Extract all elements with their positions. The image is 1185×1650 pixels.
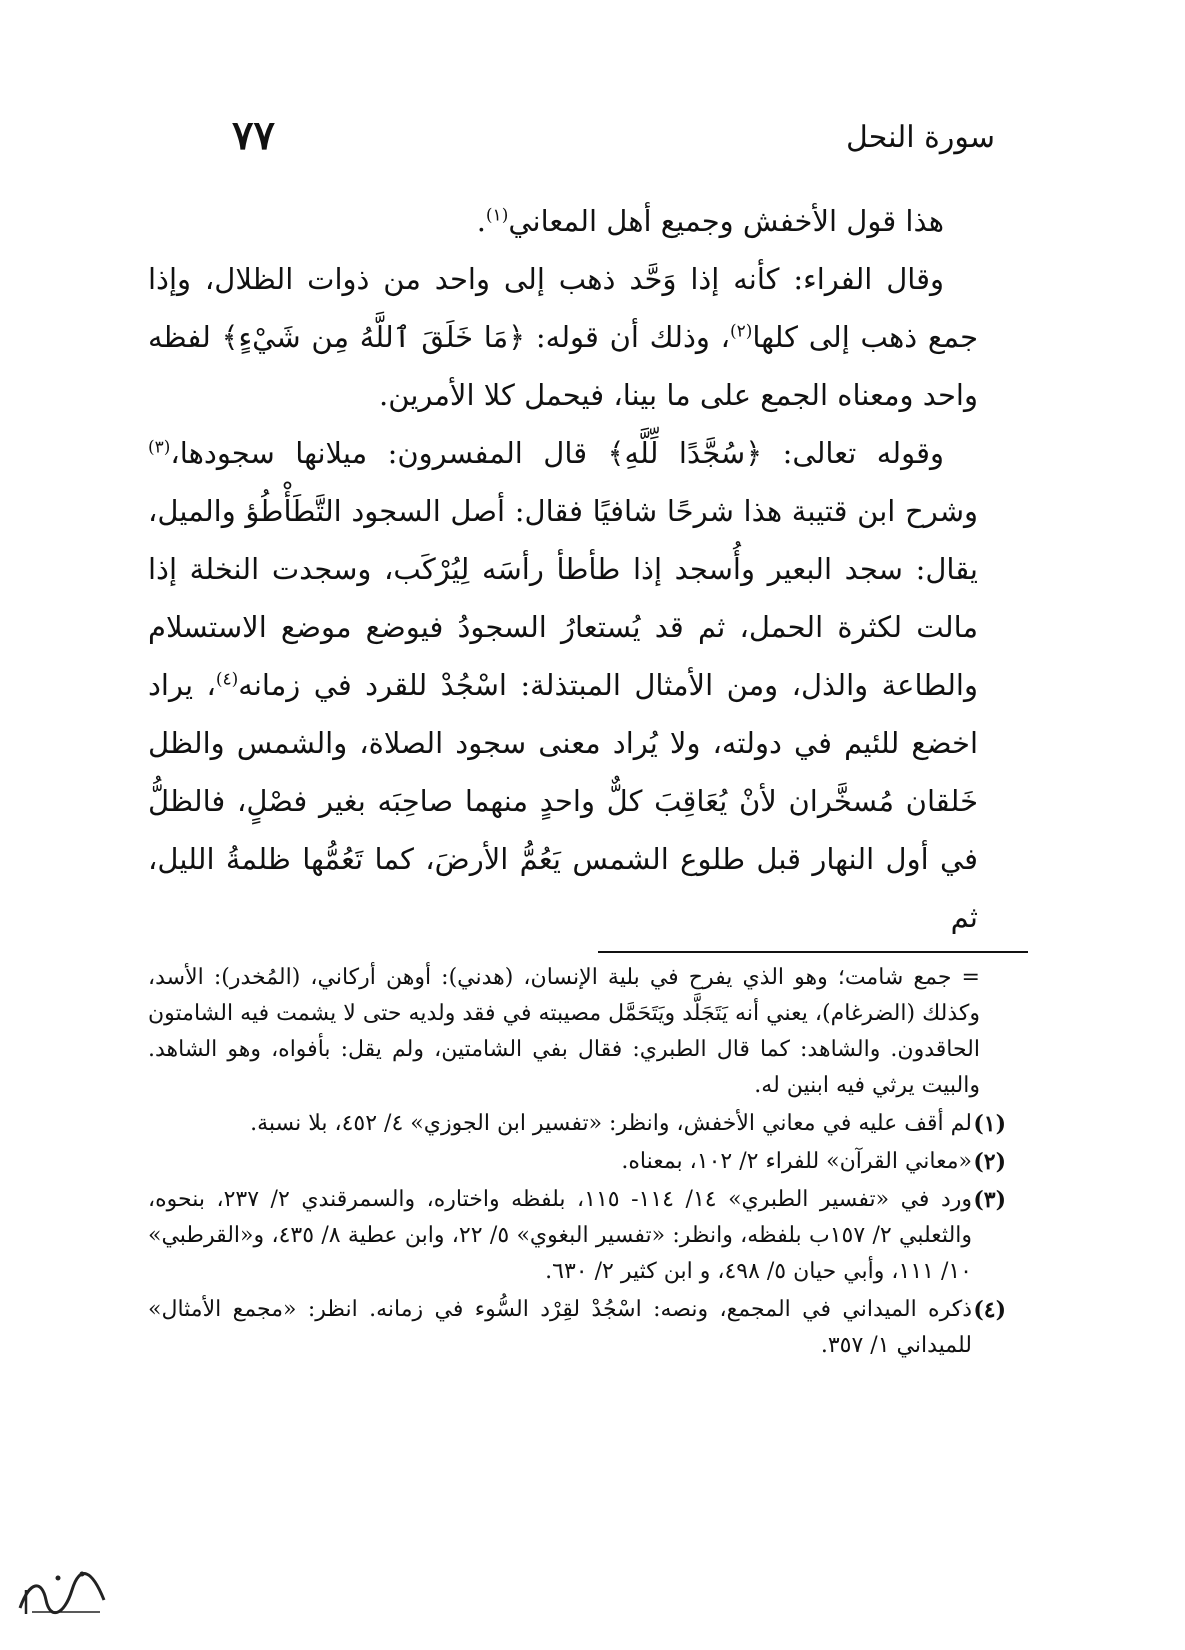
footnote-divider	[598, 951, 1028, 953]
footnote-number: (٤)	[973, 1297, 1006, 1323]
paragraph-2-text: وقال الفراء: كأنه إذا وَحَّد ذهب إلى واحد من ذوات الظلال، وإذا جمع ذهب إلى كلها	[148, 262, 979, 354]
paragraph-2	[148, 250, 978, 424]
paragraph-3-rest: وشرح ابن قتيبة هذا شرحًا شافيًا فقال: أصل السجود التَّطَأْطُؤ والميل، يقال: سجد البعير وأُسجد إذا طأطأ رأسَه لِيُرْكَب، وسجدت النخلة إذا مالت لكثرة الحمل، ثم قد يُستعارُ السجودُ فيوضع موضع الاستسلام والطاعة والذل، ومن الأمثال المبتذلة: اسْجُدْ للقرد في زمانه	[148, 494, 978, 702]
page-header	[0, 112, 1185, 172]
footnote-text: لم أقف عليه في معاني الأخفش، وانظر: «تفسير ابن الجوزي» ٤/ ٤٥٢، بلا نسبة.	[250, 1111, 972, 1136]
footnote-text: ذكره الميداني في المجمع، ونصه: اسْجُدْ لقِرْد السُّوء في زمانه. انظر: «مجمع الأمثال» للميداني ١/ ٣٥٧.	[148, 1297, 972, 1358]
paragraph-1-text: هذا قول الأخفش وجميع أهل المعاني	[508, 204, 944, 238]
footnote-number: (٣)	[973, 1187, 1006, 1213]
footnote-continuation: = جمع شامت؛ وهو الذي يفرح في بلية الإنسان، (هدني): أوهن أركاني، (المُخدر): الأسد، وكذلك (الضرغام)، يعني أنه يَتَجَلَّد ويَتَحَمَّل مصيبته في فقد ولديه حتى لا يشمت فيه الشامتون الحاقدون. والشاهد: كما قال الطبري: فقال بفي الشامتين، ولم يقل: بأفواه، وهو الشاهد. والبيت يرثي فيه ابنين له.	[148, 965, 980, 1098]
footnote-text: «معاني القرآن» للفراء ٢/ ١٠٢، بمعناه.	[621, 1149, 972, 1174]
paragraph-1-end: .	[476, 204, 486, 238]
paragraph-3	[148, 424, 978, 946]
footnote-2	[148, 1144, 1006, 1180]
library-stamp-logo	[12, 1560, 112, 1620]
page-number: ٧٧	[232, 112, 275, 159]
footnote-text: ورد في «تفسير الطبري» ١٤/ ١١٤- ١١٥، بلفظه واختاره، والسمرقندي ٢/ ٢٣٧، بنحوه، والثعلبي ٢/ ١٥٧ب بلفظه، وانظر: «تفسير البغوي» ٥/ ٢٢، وابن عطية ٨/ ٤٣٥، و«القرطبي» ١٠/ ١١١، وأبي حيان ٥/ ٤٩٨، و ابن كثير ٢/ ٦٣٠.	[148, 1187, 973, 1284]
footnote-ref-2: (٢)	[729, 321, 753, 342]
footnote-1	[148, 1106, 1006, 1142]
paragraph-1	[148, 192, 978, 250]
footnote-ref-4: (٤)	[215, 669, 239, 690]
footnote-4	[148, 1292, 1006, 1364]
footnote-number: (١)	[973, 1111, 1006, 1137]
main-text	[148, 192, 978, 946]
footnote-number: (٢)	[973, 1149, 1006, 1175]
footnote-ref-1: (١)	[485, 205, 509, 226]
footnotes	[148, 960, 1006, 1366]
running-head: سورة النحل	[846, 120, 995, 155]
paragraph-3-text: وقوله تعالى: ﴿سُجَّدًا لِّلَّهِ﴾ قال المفسرون: ميلانها سجودها،	[170, 436, 944, 470]
paragraph-2-rest: ، وذلك أن قوله: ﴿مَا خَلَقَ ٱللَّهُ مِن شَيْءٍ﴾ لفظه واحد ومعناه الجمع على ما بينا، فيحمل كلا الأمرين.	[148, 320, 978, 412]
footnote-ref-3: (٣)	[148, 437, 171, 458]
footnote-3	[148, 1182, 1006, 1290]
paragraph-3-end: ، يراد اخضع للئيم في دولته، ولا يُراد معنى سجود الصلاة، والشمس والظل خَلقان مُسخَّران لأنْ يُعَاقِبَ كلٌّ واحدٍ منهما صاحِبَه بغير فصْلٍ، فالظلُّ في أول النهار قبل طلوع الشمس يَعُمُّ الأرضَ، كما تَعُمُّها ظلمةُ الليل، ثم	[148, 668, 978, 934]
